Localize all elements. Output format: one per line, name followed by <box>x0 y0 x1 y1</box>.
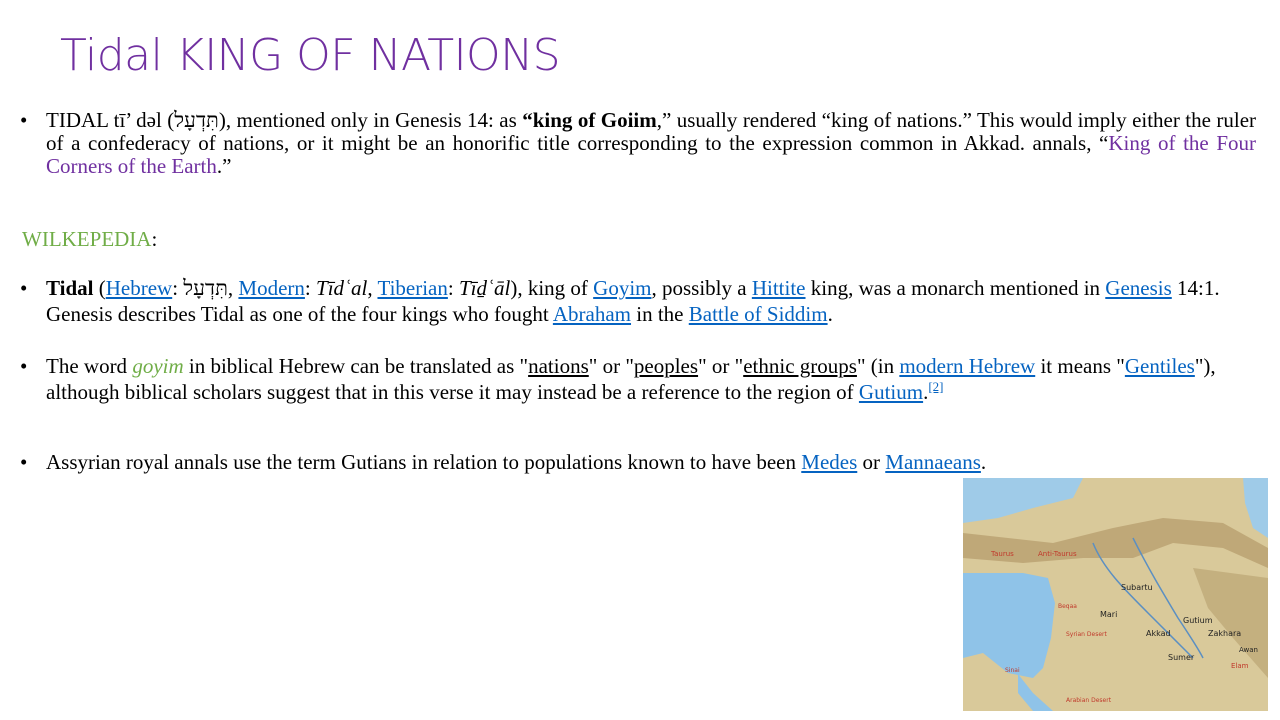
colon: : <box>151 227 158 251</box>
map-label-akkad: Akkad <box>1146 629 1171 638</box>
map-label-syrian-desert: Syrian Desert <box>1066 631 1107 638</box>
text: ), king of <box>510 276 594 300</box>
map-label-taurus: Taurus <box>991 550 1014 558</box>
tidal-wiki-paragraph <box>46 275 1256 327</box>
near-east-map <box>963 478 1268 711</box>
tidal-definition-paragraph <box>46 109 1256 178</box>
map-label-awan: Awan <box>1239 646 1258 654</box>
underlined-text: peoples <box>633 354 699 378</box>
text: . <box>923 380 929 404</box>
assyrian-paragraph <box>46 449 1256 475</box>
text: or <box>857 450 886 474</box>
underlined-text: ethnic groups <box>743 354 857 378</box>
map-label-anti-taurus: Anti-Taurus <box>1038 550 1077 558</box>
link-mannaeans[interactable]: Mannaeans <box>885 450 981 474</box>
bullet: • <box>20 108 28 132</box>
map-label-sinai: Sinai <box>1005 667 1020 674</box>
text: : <box>304 276 317 300</box>
text: ( <box>93 276 106 300</box>
text: : <box>172 276 184 300</box>
text: king, was a monarch mentioned in <box>805 276 1106 300</box>
italic-text: Tīdʿal <box>316 276 368 300</box>
link-hebrew[interactable]: Hebrew <box>105 276 173 300</box>
text: The word <box>46 354 133 378</box>
link-goyim[interactable]: Goyim <box>593 276 652 300</box>
map-label-gutium: Gutium <box>1183 616 1213 625</box>
text: , possibly a <box>651 276 752 300</box>
text: it means " <box>1035 354 1125 378</box>
map-label-sumer: Sumer <box>1168 653 1195 662</box>
map-label-elam: Elam <box>1231 662 1249 670</box>
link-modern[interactable]: Modern <box>238 276 305 300</box>
text: in the <box>631 302 689 326</box>
bullet: • <box>20 276 28 300</box>
text: . <box>980 450 987 474</box>
link-tiberian[interactable]: Tiberian <box>377 276 448 300</box>
text: . <box>827 302 833 326</box>
underlined-text: nations <box>528 354 589 378</box>
text: , <box>227 276 239 300</box>
bold-text: “king of Goiim <box>522 108 657 132</box>
text: TIDAL tī’ dəl ( <box>46 108 175 132</box>
text: : <box>447 276 459 300</box>
link-medes[interactable]: Medes <box>801 450 858 474</box>
text: 14:1. Genesis describes Tidal as one of the four kings who fought <box>46 276 1220 326</box>
text: ), mentioned only in Genesis 14: as <box>218 108 523 132</box>
hebrew-text: תִּדְעָל <box>183 276 228 300</box>
bullet: • <box>20 450 28 474</box>
link-gentiles[interactable]: Gentiles <box>1124 354 1195 378</box>
wikipedia-label-text: WILKEPEDIA <box>22 227 152 251</box>
map-label-subartu: Subartu <box>1121 583 1153 592</box>
text: "), although biblical scholars suggest that in this verse it may instead be a reference to the region of <box>46 354 1216 404</box>
text: Assyrian royal annals use the term Gutians in relation to populations known to have been <box>46 450 802 474</box>
text: in biblical Hebrew can be translated as " <box>183 354 529 378</box>
highlighted-phrase: King of the Four Corners of the Earth <box>46 131 1257 178</box>
map-label-arabian-desert: Arabian Desert <box>1066 697 1112 704</box>
wikipedia-label <box>22 227 157 252</box>
bullet: • <box>20 354 28 378</box>
link-gutium[interactable]: Gutium <box>858 380 924 404</box>
slide-title: Tidal KING OF NATIONS <box>60 30 561 81</box>
goyim-paragraph <box>46 353 1226 405</box>
map-label-zakhara: Zakhara <box>1208 629 1242 638</box>
text: " or " <box>698 354 744 378</box>
link-genesis[interactable]: Genesis <box>1105 276 1172 300</box>
goyim-term: goyim <box>132 354 184 378</box>
text: ,” usually rendered “king of nations.” This would imply either the ruler of a confederacy of nations, or it might be an honorific title corresponding to the expression common in Akkad. annals, “ <box>46 108 1257 155</box>
footnote-link[interactable]: [2] <box>928 379 944 394</box>
link-battle-of-siddim[interactable]: Battle of Siddim <box>688 302 828 326</box>
text: " or " <box>588 354 634 378</box>
italic-text: Tīḏʿāl <box>458 276 511 300</box>
bold-text: Tidal <box>46 276 94 300</box>
link-abraham[interactable]: Abraham <box>552 302 632 326</box>
link-modern-hebrew[interactable]: modern Hebrew <box>899 354 1036 378</box>
hebrew-text: תִּדְעָל <box>174 108 219 132</box>
map-label-beqaa: Beqaa <box>1058 603 1077 610</box>
map-label-mari: Mari <box>1100 610 1118 619</box>
link-hittite[interactable]: Hittite <box>751 276 806 300</box>
text: , <box>367 276 378 300</box>
text: " (in <box>856 354 900 378</box>
text: .” <box>216 154 232 178</box>
